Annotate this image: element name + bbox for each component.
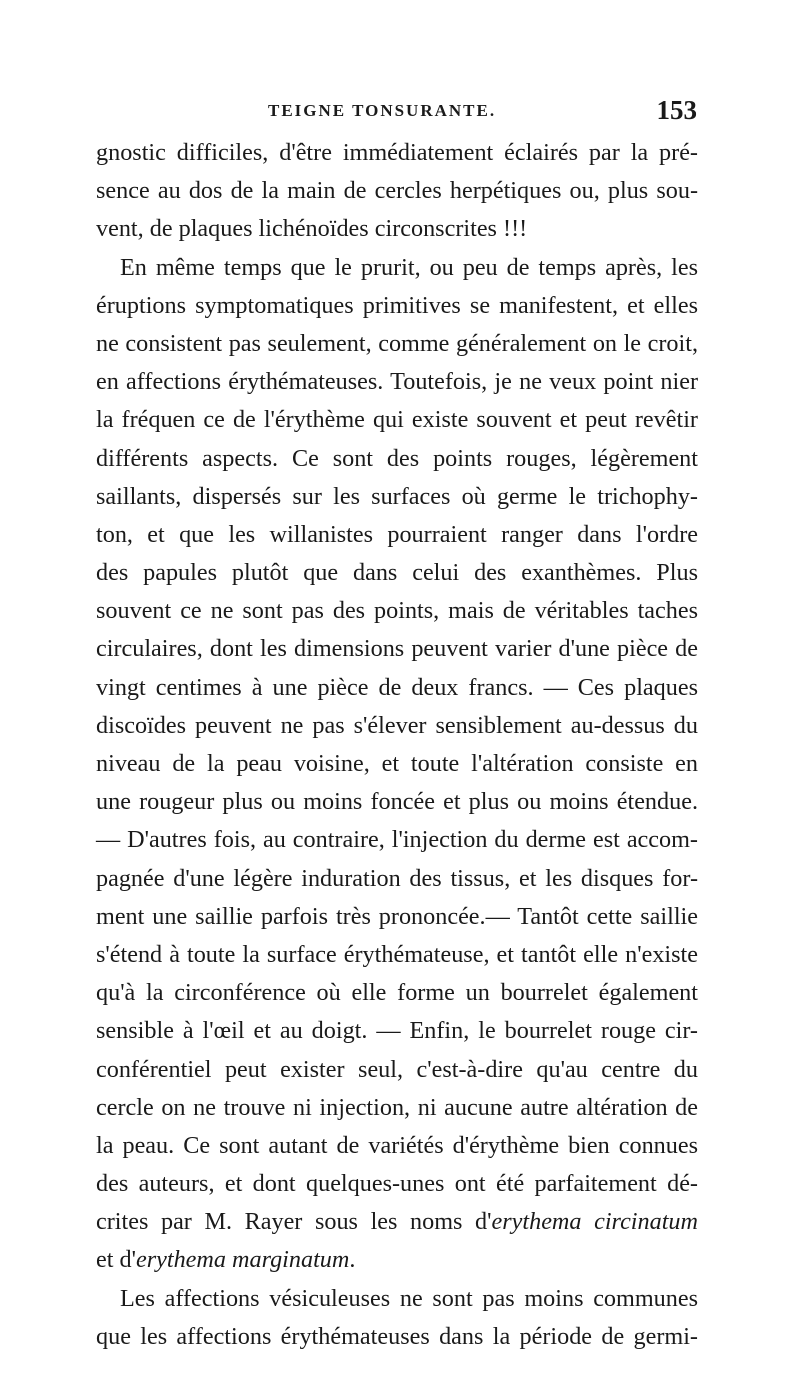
text-line: ton, et que les willanistes pourraient ranger dans l'ordre — [96, 520, 698, 548]
text-line: niveau de la peau voisine, et toute l'altération consiste en — [96, 750, 698, 777]
latin-term: erythema circinatum — [491, 1208, 698, 1236]
text-line — [96, 1203, 698, 1241]
text-line: souvent ce ne sont pas des points, mais de véritables taches — [96, 597, 698, 625]
body-text — [96, 134, 698, 1356]
text-line: des papules plutôt que dans celui des exanthèmes. Plus — [96, 559, 698, 587]
text-line: gnostic difficiles, d'être immédiatement éclairés par la pré- — [96, 139, 698, 166]
text-line — [96, 1241, 698, 1279]
text-line: cercle on ne trouve ni injection, ni aucune autre altération de — [96, 1093, 698, 1121]
text-run: crites par M. Rayer sous les noms d' — [96, 1208, 492, 1236]
text-line: s'étend à toute la surface érythémateuse, et tantôt elle n'existe — [96, 940, 698, 968]
text-line: — D'autres fois, au contraire, l'injection du derme est accom- — [96, 826, 698, 854]
text-line: la peau. Ce sont autant de variétés d'érythème bien connues — [96, 1131, 698, 1159]
text-line: circulaires, dont les dimensions peuvent varier d'une pièce de — [96, 635, 698, 663]
text-run: . — [349, 1246, 356, 1274]
running-head: TEIGNE TONSURANTE. — [268, 101, 497, 120]
text-line: sensible à l'œil et au doigt. — Enfin, le bourrelet rouge cir- — [96, 1017, 698, 1045]
page-number: 153 — [656, 95, 697, 125]
text-line: saillants, dispersés sur les surfaces où germe le trichophy- — [96, 482, 698, 510]
text-line: pagnée d'une légère induration des tissus, et les disques for- — [96, 864, 698, 892]
text-line: différents aspects. Ce sont des points rouges, légèrement — [96, 444, 698, 472]
text-line: vingt centimes à une pièce de deux francs. — Ces plaques — [96, 673, 698, 701]
text-line: ne consistent pas seulement, comme généralement on le croit, — [96, 329, 698, 357]
text-run: et d' — [96, 1246, 136, 1274]
text-line: en affections érythémateuses. Toutefois, je ne veux point nier — [96, 368, 698, 396]
text-line: ment une saillie parfois très prononcée.— Tantôt cette saillie — [96, 902, 698, 930]
text-line: que les affections érythémateuses dans la période de germi- — [96, 1322, 698, 1350]
text-line: discoïdes peuvent ne pas s'élever sensiblement au-dessus du — [96, 711, 698, 739]
text-line: sence au dos de la main de cercles herpétiques ou, plus sou- — [96, 177, 698, 205]
text-line: une rougeur plus ou moins foncée et plus ou moins étendue. — [96, 788, 698, 816]
text-line: la fréquen ce de l'érythème qui existe souvent et peut revêtir — [96, 406, 698, 434]
text-line: des auteurs, et dont quelques-unes ont été parfaitement dé- — [96, 1170, 698, 1198]
text-line: En même temps que le prurit, ou peu de temps après, les — [120, 253, 698, 281]
text-line: conférentiel peut exister seul, c'est-à-dire qu'au centre du — [96, 1055, 698, 1083]
text-line: vent, de plaques lichénoïdes circonscrites !!! — [96, 215, 528, 243]
page-header — [0, 96, 800, 126]
latin-term: erythema marginatum — [135, 1246, 350, 1274]
text-line: Les affections vésiculeuses ne sont pas moins communes — [120, 1284, 698, 1312]
text-line: éruptions symptomatiques primitives se manifestent, et elles — [96, 291, 698, 319]
text-line: qu'à la circonférence où elle forme un bourrelet également — [96, 979, 698, 1007]
